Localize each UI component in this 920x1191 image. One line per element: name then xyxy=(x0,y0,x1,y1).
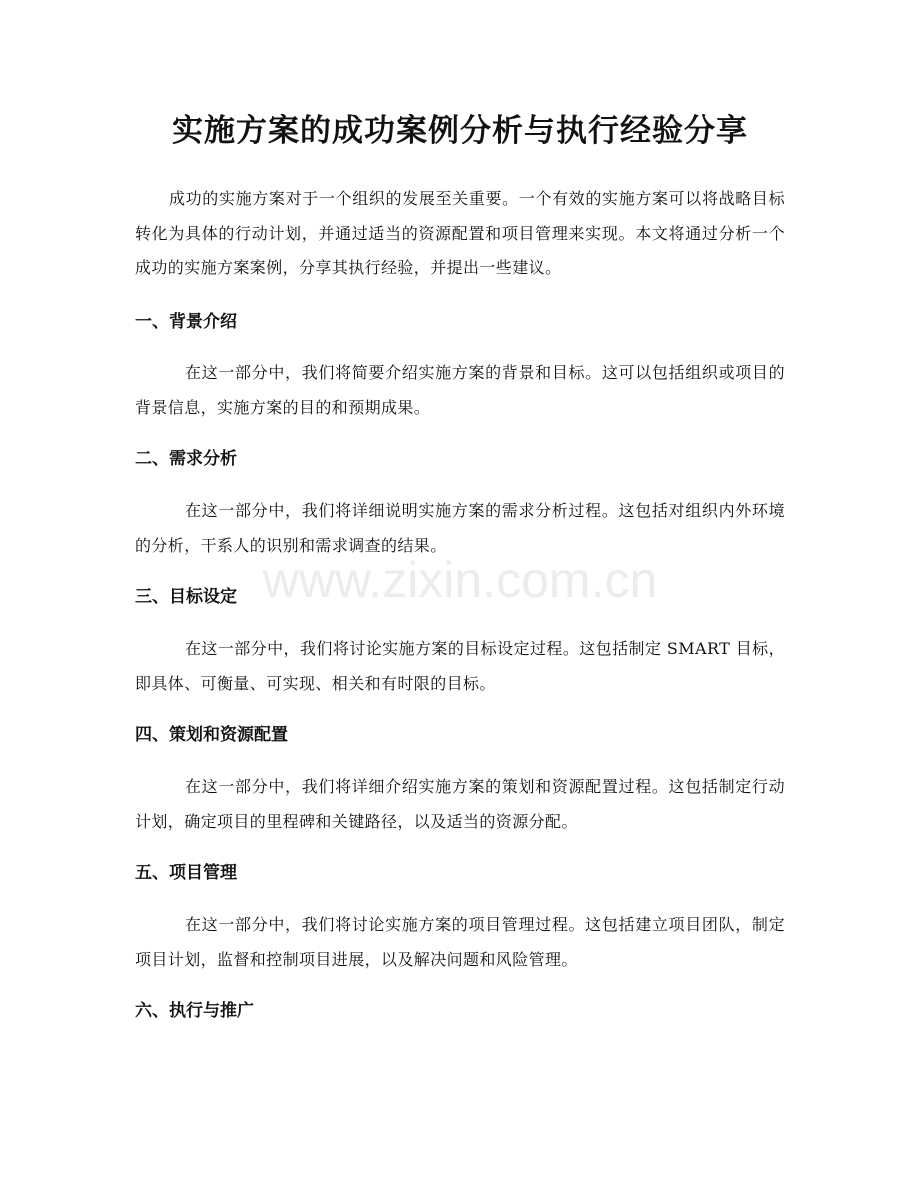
section-body-goals: 在这一部分中，我们将讨论实施方案的目标设定过程。这包括制定 SMART 目标，即具体、可衡量、可实现、相关和有时限的目标。 xyxy=(135,639,785,693)
section-body-planning: 在这一部分中，我们将详细介绍实施方案的策划和资源配置过程。这包括制定行动计划，确定项目的里程碑和关键路径，以及适当的资源分配。 xyxy=(135,777,785,831)
section-body-requirements: 在这一部分中，我们将详细说明实施方案的需求分析过程。这包括对组织内外环境的分析，干系人的识别和需求调查的结果。 xyxy=(135,501,785,555)
section-heading-execution: 六、执行与推广 xyxy=(135,1001,254,1021)
section-heading-planning: 四、策划和资源配置 xyxy=(135,725,288,745)
section-heading-project-management: 五、项目管理 xyxy=(135,863,237,883)
section-heading-background: 一、背景介绍 xyxy=(135,312,237,332)
watermark-text: www.zixin.com.cn xyxy=(262,552,658,608)
section-body-project-management: 在这一部分中，我们将讨论实施方案的项目管理过程。这包括建立项目团队，制定项目计划，监督和控制项目进展，以及解决问题和风险管理。 xyxy=(135,915,785,969)
section-heading-requirements: 二、需求分析 xyxy=(135,449,237,469)
intro-paragraph: 成功的实施方案对于一个组织的发展至关重要。一个有效的实施方案可以将战略目标转化为具体的行动计划，并通过适当的资源配置和项目管理来实现。本文将通过分析一个成功的实施方案案例，分享其执行经验，并提出一些建议。 xyxy=(135,189,785,277)
page-title: 实施方案的成功案例分析与执行经验分享 xyxy=(172,113,748,149)
section-body-background: 在这一部分中，我们将简要介绍实施方案的背景和目标。这可以包括组织或项目的背景信息，实施方案的目的和预期成果。 xyxy=(135,363,785,417)
section-heading-goals: 三、目标设定 xyxy=(135,587,237,607)
